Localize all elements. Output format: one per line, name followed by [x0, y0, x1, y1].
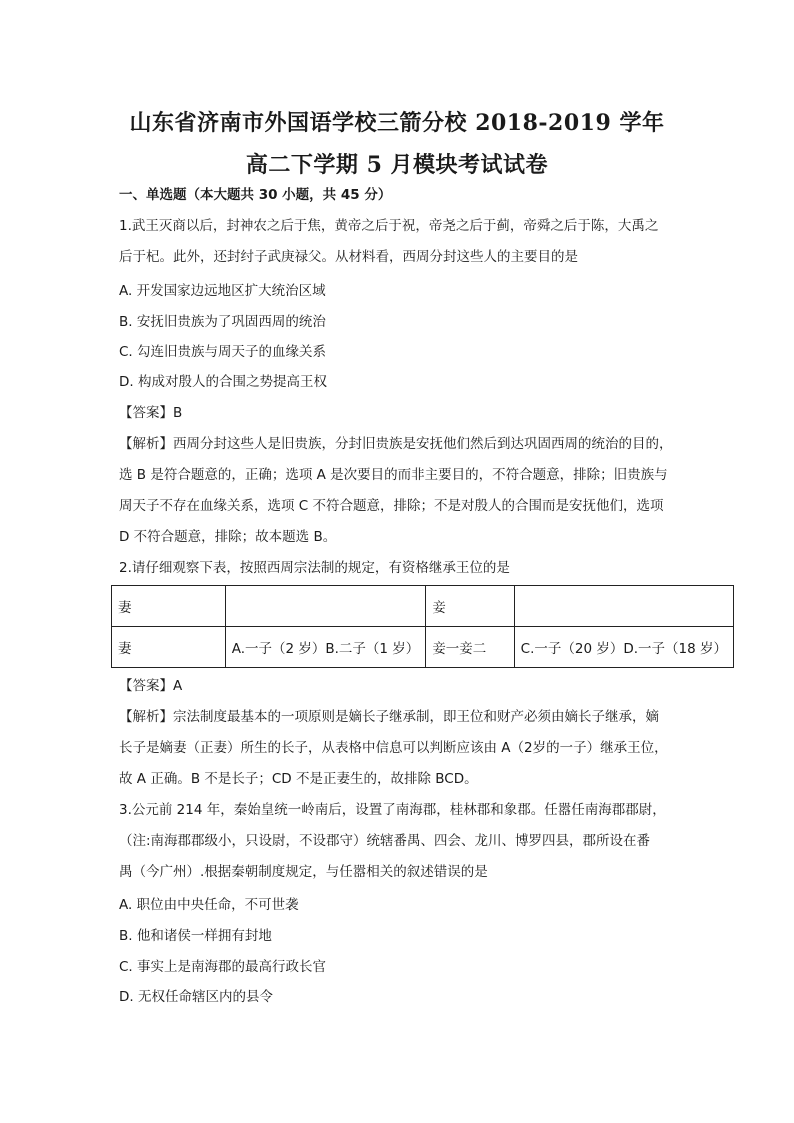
table-cell — [514, 586, 733, 627]
q3-option-a: A. 职位由中央任命，不可世袭 — [119, 897, 299, 913]
q3-option-c: C. 事实上是南海郡的最高行政长官 — [119, 959, 327, 975]
q3-stem-line1: 3.公元前 214 年，秦始皇统一岭南后，设置了南海郡，桂林郡和象郡。任嚣任南海郡郡尉， — [119, 802, 666, 818]
q2-table — [111, 585, 734, 668]
q1-analysis-line3: 周天子不存在血缘关系，选项 C 不符合题意，排除；不是对殷人的合围而是安抚他们，选项 — [119, 498, 664, 514]
q1-stem-line2: 后于杞。此外，还封纣子武庚禄父。从材料看，西周分封这些人的主要目的是 — [119, 249, 578, 265]
q1-analysis-line4: D 不符合题意，排除；故本题选 B。 — [119, 529, 337, 545]
q1-analysis-line2: 选 B 是符合题意的，正确；选项 A 是次要目的而非主要目的，不符合题意，排除；旧贵族与 — [119, 467, 668, 483]
q2-analysis-line2: 长子是嫡妻（正妻）所生的长子，从表格中信息可以判断应该由 A（2岁的一子）继承王位， — [119, 740, 668, 756]
q1-answer: 【答案】B — [119, 405, 183, 421]
q3-option-d: D. 无权任命辖区内的县令 — [119, 989, 273, 1005]
q1-option-c: C. 勾连旧贵族与周天子的血缘关系 — [119, 344, 327, 360]
table-cell — [225, 586, 426, 627]
q1-stem-line1: 1.武王灭商以后，封神农之后于焦，黄帝之后于祝，帝尧之后于蓟，帝舜之后于陈，大禹之 — [119, 218, 659, 234]
exam-title-line2: 高二下学期 5 月模块考试试卷 — [245, 152, 549, 178]
exam-title-line1: 山东省济南市外国语学校三箭分校 2018-2019 学年 — [129, 110, 665, 136]
q2-analysis-line1: 【解析】宗法制度最基本的一项原则是嫡长子继承制，即王位和财产必须由嫡长子继承，嫡 — [119, 709, 659, 725]
q1-option-a: A. 开发国家边远地区扩大统治区域 — [119, 283, 326, 299]
section-heading: 一、单选题（本大题共 30 小题，共 45 分） — [119, 187, 392, 203]
table-cell: 妾一妾二 — [426, 627, 514, 668]
q2-stem: 2.请仔细观察下表，按照西周宗法制的规定，有资格继承王位的是 — [119, 560, 510, 576]
q1-analysis-line1: 【解析】西周分封这些人是旧贵族，分封旧贵族是安抚他们然后到达巩固西周的统治的目的， — [119, 436, 673, 452]
q1-option-b: B. 安抚旧贵族为了巩固西周的统治 — [119, 314, 326, 330]
q2-answer: 【答案】A — [119, 678, 183, 694]
q3-stem-line3: 禺（今广州）.根据秦朝制度规定，与任嚣相关的叙述错误的是 — [119, 864, 488, 880]
table-row — [112, 627, 734, 668]
table-cell: 妻 — [112, 586, 226, 627]
table-cell: 妾 — [426, 586, 514, 627]
q3-stem-line2: （注:南海郡郡级小，只设尉，不设郡守）统辖番禺、四会、龙川、博罗四县，郡所设在番 — [119, 833, 651, 849]
q2-analysis-line3: 故 A 正确。B 不是长子；CD 不是正妻生的，故排除 BCD。 — [119, 771, 478, 787]
table-row — [112, 586, 734, 627]
q3-option-b: B. 他和诸侯一样拥有封地 — [119, 928, 272, 944]
table-cell: A.一子（2 岁）B.二子（1 岁） — [225, 627, 426, 668]
q1-option-d: D. 构成对殷人的合围之势提高王权 — [119, 374, 327, 390]
table-cell: 妻 — [112, 627, 226, 668]
table-cell: C.一子（20 岁）D.一子（18 岁） — [514, 627, 733, 668]
